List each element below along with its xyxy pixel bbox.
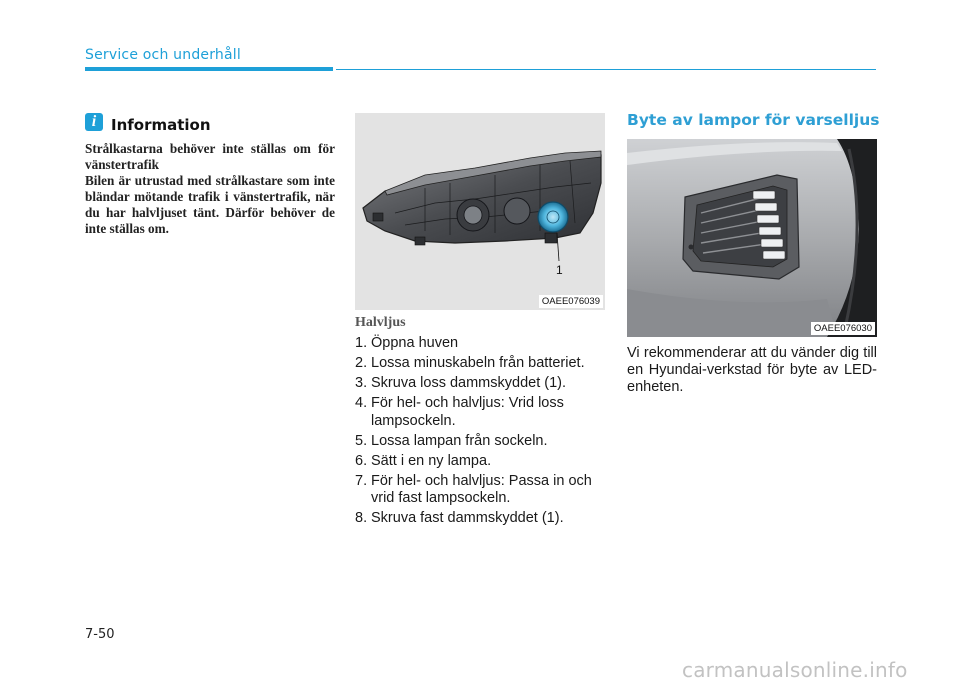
bumper-illustration [627, 139, 877, 337]
step-item [355, 355, 605, 373]
step-number: 5. [355, 432, 368, 449]
watermark: carmanualsonline.info [682, 658, 908, 682]
low-beam-steps [355, 335, 605, 530]
bumper-figure [627, 139, 877, 337]
step-item [355, 433, 605, 451]
header-rule-thin [336, 69, 876, 70]
step-text: För hel- och halvljus: Passa in och vrid fast lampsockeln. [371, 472, 592, 506]
info-icon: i [85, 113, 103, 131]
drl-text: Vi rekommenderar att du vänder dig till en Hyundai-verkstad för byte av LED-enheten. [627, 345, 877, 395]
step-number: 6. [355, 452, 368, 469]
step-number: 4. [355, 395, 368, 411]
headlamp-illustration [355, 113, 605, 310]
callout-number: 1 [556, 263, 563, 277]
step-text: Öppna huven [371, 335, 459, 351]
headlamp-figure [355, 113, 605, 310]
step-text: Skruva fast dammskyddet (1). [371, 510, 564, 526]
step-number: 7. [355, 472, 368, 489]
step-text: Skruva loss dammskyddet (1). [371, 375, 567, 391]
info-body [85, 141, 335, 237]
page-number: 7-50 [85, 627, 115, 642]
step-number: 8. [355, 510, 368, 526]
step-number: 2. [355, 355, 368, 371]
step-item [355, 335, 605, 353]
step-item [355, 395, 605, 430]
section-title: Service och underhåll [85, 47, 241, 63]
drl-heading: Byte av lampor för varselljus [627, 111, 880, 129]
figure-code: OAEE076039 [539, 295, 603, 308]
step-number: 1. [355, 335, 368, 351]
step-text: För hel- och halvljus: Vrid loss lampsockeln. [371, 395, 564, 429]
step-text: Lossa lampan från sockeln. [371, 432, 548, 449]
step-item [355, 473, 605, 508]
info-heading: Information [111, 116, 211, 134]
step-item [355, 453, 605, 471]
header-rule-thick [85, 67, 333, 71]
figure-code: OAEE076030 [811, 322, 875, 335]
step-item [355, 375, 605, 393]
step-number: 3. [355, 375, 368, 391]
step-text: Lossa minuskabeln från batteriet. [371, 355, 585, 371]
info-line-1: Strålkastarna behöver inte ställas om för vänstertrafik [85, 141, 335, 172]
step-text: Sätt i en ny lampa. [371, 452, 492, 469]
info-line-2: Bilen är utrustad med strålkastare som inte bländar mötande trafik i vänstertrafik, när du har halvljuset tänt. Därför behöver de inte ställas om. [85, 173, 335, 236]
step-item [355, 510, 605, 528]
low-beam-heading: Halvljus [355, 315, 406, 330]
